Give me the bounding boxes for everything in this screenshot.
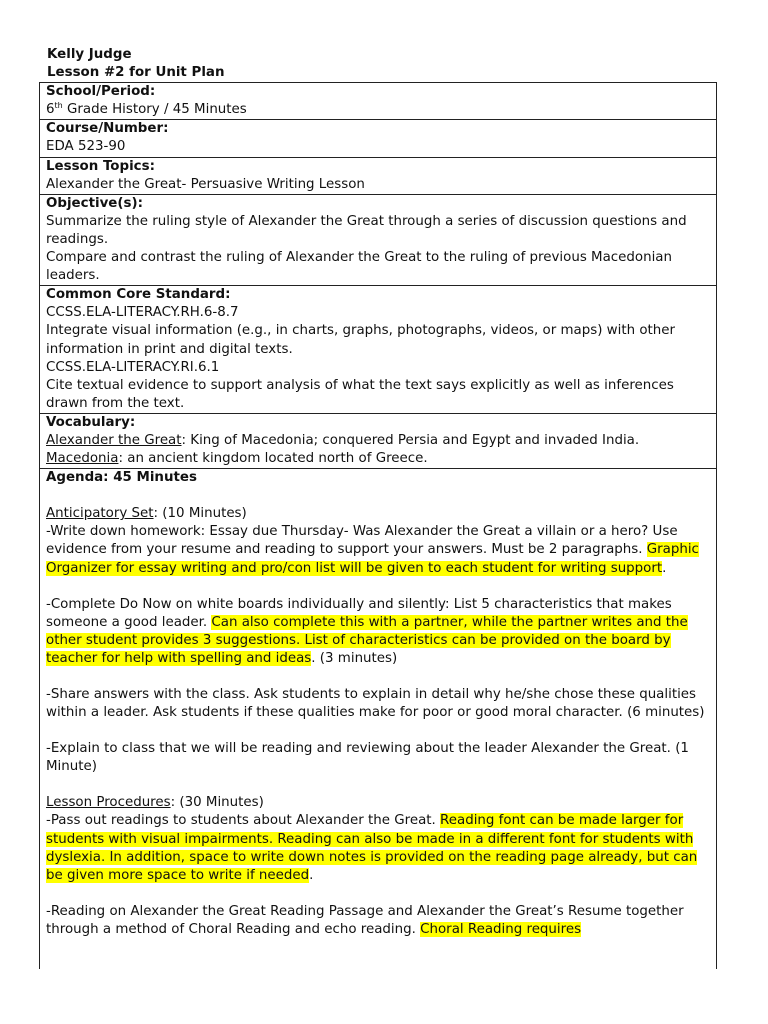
p6-highlight: Choral Reading requires [420, 921, 582, 937]
p1-text: -Write down homework: Essay due Thursday- Was Alexander the Great a villain or a hero? Use evidence from your resume and reading to support your answers. Must be 2 paragraphs. [46, 524, 678, 558]
objectives-label: Objective(s): [46, 195, 143, 211]
procedures-time: : (30 Minutes) [170, 795, 264, 811]
topics-row [40, 157, 717, 194]
agenda-row [40, 469, 717, 970]
vocab-item-2 [46, 450, 716, 468]
agenda-paragraph-6 [46, 903, 716, 939]
standard-code-1: CCSS.ELA-LITERACY.RH.6-8.7 [46, 305, 239, 321]
standard-text-1: Integrate visual information (e.g., in charts, graphs, photographs, videos, or maps) with other information in print and digital texts. [46, 323, 676, 357]
procedures-title: Lesson Procedures [46, 795, 171, 811]
vocab-item-1 [46, 432, 716, 450]
lesson-plan-table [39, 82, 717, 969]
standard-text-2: Cite textual evidence to support analysis of what the text says explicitly as well as inferences drawn from the text. [46, 377, 674, 411]
agenda-paragraph-2 [46, 596, 716, 668]
topics-value: Alexander the Great- Persuasive Writing Lesson [46, 176, 365, 192]
vocabulary-label: Vocabulary: [46, 414, 136, 430]
p5-highlight: Reading font can be made larger for students with visual impairments. Reading can also be made in a different font for students with dyslexia. In addition, space to write down notes is provided on the reading page already, but can be given more space to write if needed [46, 813, 698, 883]
school-value [46, 101, 716, 119]
vocab-term-2: Macedonia [46, 451, 119, 467]
lesson-title: Lesson #2 for Unit Plan [47, 65, 225, 81]
grade-suffix: th [54, 101, 63, 111]
anticipatory-time: : (10 Minutes) [153, 506, 247, 522]
objective-1: Summarize the ruling style of Alexander the Great through a series of discussion questions and readings. [46, 213, 687, 247]
agenda-paragraph-1 [46, 523, 716, 577]
school-label: School/Period: [46, 84, 156, 100]
author-name: Kelly Judge [47, 47, 132, 62]
lesson-plan-page [45, 46, 727, 969]
vocabulary-row [40, 413, 717, 468]
vocab-def-1: : King of Macedonia; conquered Persia and Egypt and invaded India. [181, 432, 640, 448]
agenda-paragraph-4: -Explain to class that we will be reading and reviewing about the leader Alexander the Great. (1 Minute) [46, 741, 689, 775]
agenda-paragraph-5 [46, 812, 716, 884]
procedures-heading [46, 794, 716, 812]
topics-label: Lesson Topics: [46, 158, 155, 174]
anticipatory-heading [46, 505, 716, 523]
objective-2: Compare and contrast the ruling of Alexander the Great to the ruling of previous Macedonian leaders. [46, 250, 673, 284]
p1-end: . [662, 560, 667, 576]
vocab-term-1: Alexander the Great [46, 432, 182, 448]
standard-label: Common Core Standard: [46, 287, 231, 303]
p2-highlight: Can also complete this with a partner, while the partner writes and the other student provides 3 suggestions. List of characteristics can be provided on the board by teacher for help with spelling and ideas [46, 614, 688, 666]
grade-rest: Grade History / 45 Minutes [62, 102, 247, 118]
p6-text: -Reading on Alexander the Great Reading Passage and Alexander the Great’s Resume together through a method of Choral Reading and echo reading. [46, 903, 684, 937]
course-value: EDA 523-90 [46, 139, 126, 155]
grade-number: 6 [46, 102, 55, 118]
vocab-def-2: : an ancient kingdom located north of Greece. [118, 451, 428, 467]
agenda-label: Agenda: 45 Minutes [46, 470, 197, 486]
p5-text: -Pass out readings to students about Alexander the Great. [46, 813, 441, 829]
objectives-row [40, 194, 717, 285]
standard-row [40, 286, 717, 414]
p2-text: -Complete Do Now on white boards individually and silently: List 5 characteristics that makes someone a good leader. [46, 596, 672, 630]
p2-end: . (3 minutes) [311, 650, 398, 666]
p5-end: . [309, 867, 314, 883]
anticipatory-title: Anticipatory Set [46, 506, 154, 522]
course-row [40, 120, 717, 157]
course-label: Course/Number: [46, 121, 169, 137]
agenda-paragraph-3: -Share answers with the class. Ask students to explain in detail why he/she chose these qualities within a leader. Ask students if these qualities make for poor or good moral character. (6 minutes) [46, 687, 705, 721]
school-row [40, 83, 717, 120]
standard-code-2: CCSS.ELA-LITERACY.RI.6.1 [46, 359, 220, 375]
p1-highlight: Graphic Organizer for essay writing and pro/con list will be given to each student for writing support [46, 542, 699, 576]
